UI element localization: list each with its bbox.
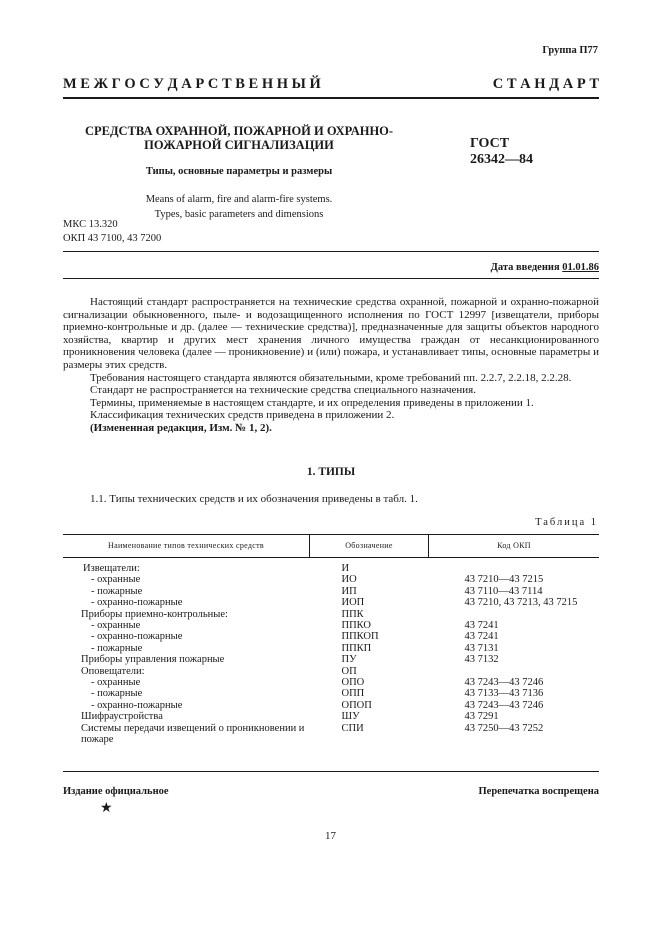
row-okp [429,558,600,575]
mks-code: МКС 13.320 [63,219,118,230]
row-name: - охранно-пожарные [91,597,183,609]
row-okp: 43 7250—43 7252 [464,722,544,734]
page-number: 17 [325,830,336,842]
row-name: Шифраустройства [81,711,163,723]
row-designation: ПУ [341,654,357,666]
row-designation: ППКОП [341,631,379,643]
row-name: - охранно-пожарные [91,699,183,711]
row-designation: ППК [341,608,364,620]
classification-codes [63,218,161,246]
paragraph-scope: Настоящий стандарт распространяется на технические средства охранной, пожарной и охранно-пожарной сигнализации обыкновенного, пыле- и водозащищенного исполнения по ГОСТ 12997 [извещатели, приборы приемно-контрольные и др. (далее — технические средства)], предназначенные для защиты объектов народного хозяйства, квартир и других мест хранения личного имущества граждан от несанкционированного проникновения человека (далее — проникновение) и (или) пожара, и устанавливает типы, основные параметры и размеры этих средств. [63,296,599,371]
gost-label: ГОСТ [470,136,510,151]
row-designation: ППКП [341,642,372,654]
row-designation: ОП [341,665,357,677]
row-name: - пожарные [91,642,143,654]
title-line-1: СРЕДСТВА ОХРАННОЙ, ПОЖАРНОЙ И ОХРАННО- [84,124,394,138]
top-rule [63,97,599,99]
row-name: - охранно-пожарные [91,631,183,643]
row-name: - охранные [91,620,141,632]
header-name: Наименование типов технических средств [63,535,310,558]
gost-number-block [470,136,533,168]
row-okp: 43 7210, 43 7213, 43 7215 [464,597,578,609]
table-row [63,677,599,688]
row-okp: 43 7241 [464,631,499,643]
row-name: Приборы управления пожарные [81,654,225,666]
row-designation: ИОП [341,597,365,609]
english-title-line-2: Types, basic parameters and dimensions [154,209,324,220]
table-row [63,631,599,642]
clause-1-1: 1.1. Типы технических средств и их обозначения приведены в табл. 1. [90,493,418,505]
english-title-line-1: Means of alarm, fire and alarm-fire systems. [145,194,333,205]
header-designation: Обозначение [310,535,429,558]
table-row [63,586,599,597]
amendment-note: (Измененная редакция, Изм. № 1, 2). [90,421,272,434]
row-designation: СПИ [341,722,364,734]
row-okp [429,609,600,620]
table-row [63,688,599,699]
row-okp: 43 7132 [464,654,499,666]
table-row [63,558,599,575]
table-row [63,654,599,665]
group-code: Группа П77 [542,45,598,56]
table-row [63,723,599,746]
row-designation: И [341,563,350,574]
date-rule [63,278,599,279]
body-text [63,296,599,435]
row-okp: 43 7243—43 7246 [464,677,544,689]
paragraph-terms: Термины, применяемые в настоящем стандарте, и их определения приведены в приложении 1. [90,396,534,409]
official-edition: Издание официальное [63,786,169,797]
header-rule [63,251,599,252]
row-name: Извещатели: [83,563,140,574]
table-row [63,620,599,631]
row-okp: 43 7110—43 7114 [464,585,543,597]
paragraph-classification: Классификация технических средств приведена в приложении 2. [90,409,395,422]
row-name: - охранные [91,574,141,586]
row-designation: ОПП [341,688,365,700]
header-okp: Код ОКП [429,535,600,558]
row-okp [429,666,600,677]
table-row [63,597,599,608]
row-okp: 43 7241 [464,620,499,632]
introduction-date-label: Дата введения [490,262,560,273]
row-name: Системы передачи извещений о проникновении и пожаре [81,722,305,746]
okp-code: ОКП 43 7100, 43 7200 [63,233,162,244]
row-okp: 43 7291 [464,711,499,723]
row-designation: ОПО [341,677,365,689]
document-subtitle: Типы, основные параметры и размеры [145,166,333,177]
interstate-standard-banner [63,76,599,93]
row-name: Оповещатели: [81,665,145,677]
table-row [63,666,599,677]
title-line-2: ПОЖАРНОЙ СИГНАЛИЗАЦИИ [144,138,334,152]
types-table [63,534,599,746]
row-okp: 43 7133—43 7136 [464,688,544,700]
introduction-date [491,262,599,273]
row-designation: ШУ [341,711,360,723]
row-name: - пожарные [91,688,143,700]
row-designation: ИО [341,574,357,586]
document-title [80,124,398,152]
table-row [63,711,599,722]
introduction-date-value: 01.01.86 [562,262,599,273]
star-icon: ★ [100,801,113,816]
table-header-row [63,535,599,558]
row-designation: ОПОП [341,699,372,711]
row-name: - пожарные [91,585,143,597]
reprint-prohibited: Перепечатка воспрещена [478,786,599,797]
row-designation: ИП [341,585,357,597]
table-caption: Таблица 1 [535,517,598,528]
table-row [63,609,599,620]
row-okp: 43 7131 [464,642,499,654]
section-title: 1. ТИПЫ [306,466,356,478]
table-bottom-rule [63,771,599,772]
table-row [63,643,599,654]
row-name: - охранные [91,677,141,689]
table-row [63,700,599,711]
banner-word-interstate: М Е Ж Г О С У Д А Р С Т В Е Н Н Ы Й [63,76,321,92]
table-row [63,574,599,585]
paragraph-exclusion: Стандарт не распространяется на технические средства специального назначения. [90,384,476,397]
row-designation: ППКО [341,620,371,632]
row-name: Приборы приемно-контрольные: [81,608,228,620]
row-okp: 43 7243—43 7246 [464,699,544,711]
paragraph-requirements: Требования настоящего стандарта являются обязательными, кроме требований пп. 2.2.7, 2.2.18, 2.2.28. [90,371,572,384]
row-okp: 43 7210—43 7215 [464,574,544,586]
banner-word-standard: С Т А Н Д А Р Т [492,76,599,92]
gost-number: 26342—84 [470,152,533,167]
